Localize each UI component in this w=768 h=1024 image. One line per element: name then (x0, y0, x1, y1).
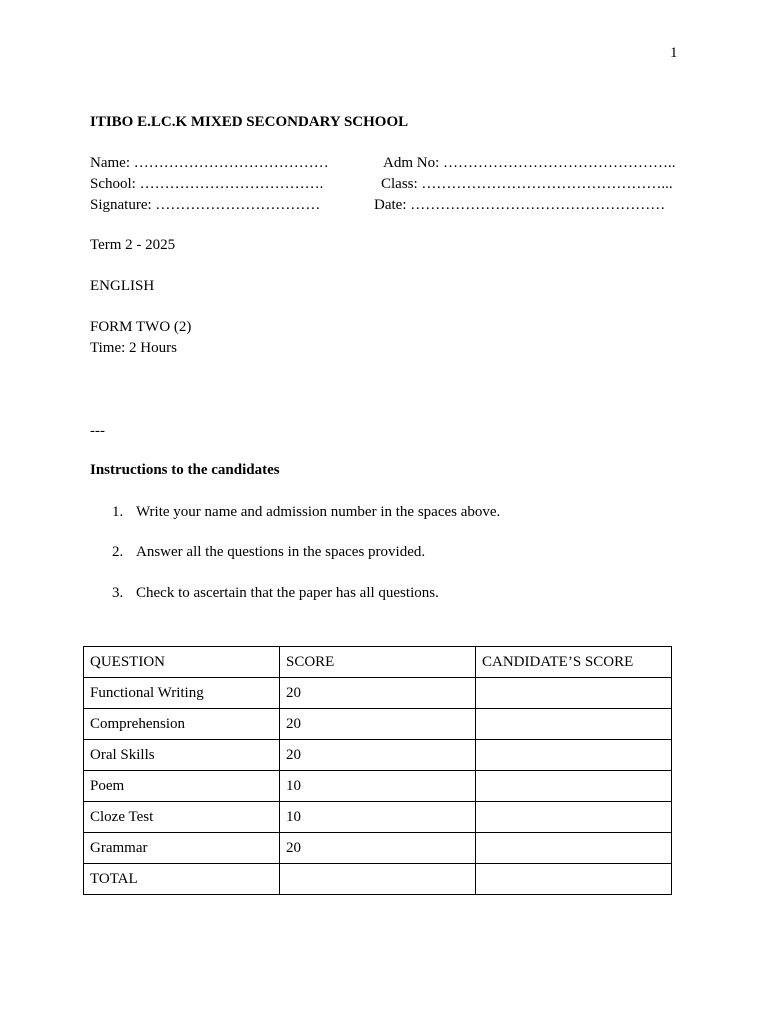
table-cell (476, 864, 672, 895)
table-cell: Cloze Test (84, 802, 280, 833)
table-row (84, 678, 672, 709)
instruction-text: Answer all the questions in the spaces provided. (136, 544, 426, 560)
instruction-text: Check to ascertain that the paper has all questions. (136, 585, 439, 601)
table-header-row (84, 647, 672, 678)
table-cell: Comprehension (84, 709, 280, 740)
table-row (84, 833, 672, 864)
time-text: Time: 2 Hours (90, 340, 177, 356)
table-row (84, 740, 672, 771)
form-text: FORM TWO (2) (90, 319, 192, 335)
table-cell: 20 (280, 709, 476, 740)
school-field: School: ………………………………. (90, 176, 324, 192)
separator-text: --- (90, 423, 105, 439)
school-title: ITIBO E.LC.K MIXED SECONDARY SCHOOL (90, 114, 409, 130)
table-cell (280, 864, 476, 895)
table-cell: 20 (280, 678, 476, 709)
date-field: Date: …………………………………………… (374, 197, 666, 213)
table-cell (476, 833, 672, 864)
table-cell: Poem (84, 771, 280, 802)
table-cell: 10 (280, 771, 476, 802)
instruction-text: Write your name and admission number in the spaces above. (136, 504, 501, 520)
table-cell: Oral Skills (84, 740, 280, 771)
table-cell (476, 771, 672, 802)
instruction-number: 3. (112, 585, 124, 601)
table-cell: Functional Writing (84, 678, 280, 709)
table-row (84, 864, 672, 895)
score-table (83, 646, 672, 895)
instruction-number: 2. (112, 544, 124, 560)
subject-text: ENGLISH (90, 278, 155, 294)
table-cell: Grammar (84, 833, 280, 864)
table-cell: TOTAL (84, 864, 280, 895)
table-row (84, 802, 672, 833)
instruction-item (112, 544, 425, 561)
table-cell (476, 678, 672, 709)
page-number: 1 (670, 45, 678, 61)
class-field: Class: …………………………………………... (381, 176, 673, 192)
table-header-cell: CANDIDATE’S SCORE (476, 647, 672, 678)
instruction-item (112, 504, 500, 521)
table-header-cell: QUESTION (84, 647, 280, 678)
signature-field: Signature: …………………………… (90, 197, 321, 213)
table-cell: 20 (280, 833, 476, 864)
adm-no-field: Adm No: ……………………………………….. (383, 155, 676, 171)
instruction-item (112, 585, 439, 602)
table-header-cell: SCORE (280, 647, 476, 678)
name-field: Name: ………………………………… (90, 155, 329, 171)
table-row (84, 771, 672, 802)
table-cell (476, 802, 672, 833)
instruction-number: 1. (112, 504, 124, 520)
table-cell (476, 740, 672, 771)
table-cell (476, 709, 672, 740)
term-text: Term 2 - 2025 (90, 237, 176, 253)
table-row (84, 709, 672, 740)
table-cell: 10 (280, 802, 476, 833)
table-cell: 20 (280, 740, 476, 771)
instructions-heading: Instructions to the candidates (90, 462, 280, 478)
